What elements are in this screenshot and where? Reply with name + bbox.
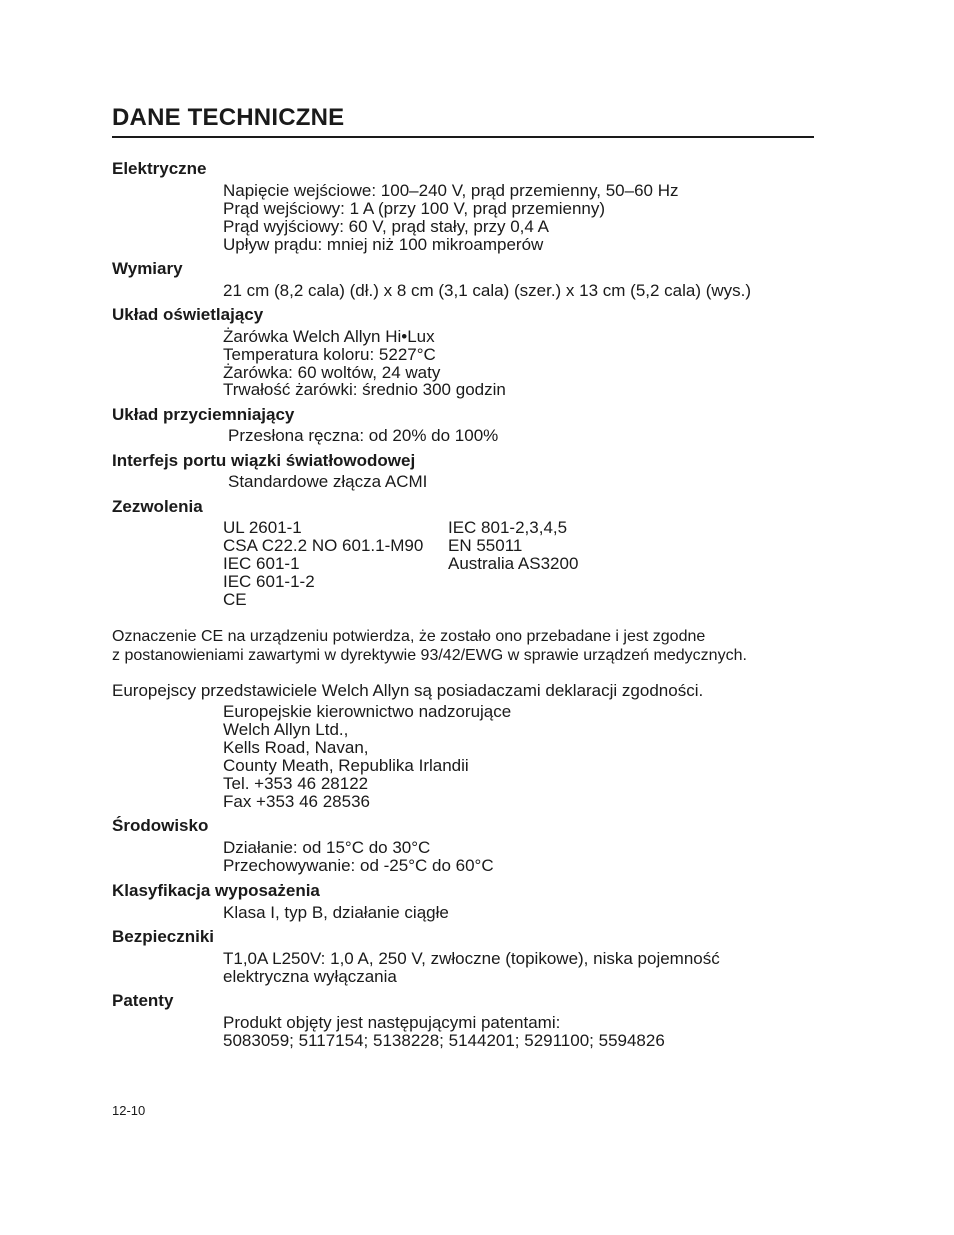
spec-line: Prąd wejściowy: 1 A (przy 100 V, prąd przemienny) bbox=[223, 199, 606, 218]
section-heading-klasyfikacja: Klasyfikacja wyposażenia bbox=[112, 881, 320, 900]
approval-item: IEC 801-2,3,4,5 bbox=[448, 518, 568, 537]
spec-line: 5083059; 5117154; 5138228; 5144201; 5291100; 5594826 bbox=[223, 1031, 665, 1050]
approval-item: EN 55011 bbox=[448, 536, 523, 555]
address-line: Tel. +353 46 28122 bbox=[223, 774, 369, 793]
spec-line: elektryczna wyłączania bbox=[223, 967, 397, 986]
section-heading-zezwolenia: Zezwolenia bbox=[112, 497, 203, 516]
section-heading-przyciemniajacy: Układ przyciemniający bbox=[112, 405, 295, 424]
spec-line: Żarówka: 60 woltów, 24 waty bbox=[223, 363, 441, 382]
address-line: Kells Road, Navan, bbox=[223, 738, 369, 757]
spec-line: Przesłona ręczna: od 20% do 100% bbox=[228, 426, 499, 445]
section-heading-oswietlajacy: Układ oświetlający bbox=[112, 305, 264, 324]
page-number: 12-10 bbox=[112, 1103, 146, 1118]
spec-line: Upływ prądu: mniej niż 100 mikroamperów bbox=[223, 235, 544, 254]
address-line: Welch Allyn Ltd., bbox=[223, 720, 349, 739]
title-rule bbox=[112, 136, 814, 138]
spec-line: T1,0A L250V: 1,0 A, 250 V, zwłoczne (topikowe), niska pojemność bbox=[223, 949, 720, 968]
approval-item: CSA C22.2 NO 601.1-M90 bbox=[223, 536, 424, 555]
spec-line: Temperatura koloru: 5227°C bbox=[223, 345, 436, 364]
address-line: Europejskie kierownictwo nadzorujące bbox=[223, 702, 512, 721]
spec-line: Żarówka Welch Allyn Hi•Lux bbox=[223, 327, 435, 346]
europe-intro: Europejscy przedstawiciele Welch Allyn są posiadaczami deklaracji zgodności. bbox=[112, 681, 704, 700]
spec-line: Standardowe złącza ACMI bbox=[228, 472, 428, 491]
spec-line: 21 cm (8,2 cala) (dł.) x 8 cm (3,1 cala) (szer.) x 13 cm (5,2 cala) (wys.) bbox=[223, 281, 752, 300]
spec-line: Przechowywanie: od -25°C do 60°C bbox=[223, 856, 494, 875]
section-heading-interfejs: Interfejs portu wiązki światłowodowej bbox=[112, 451, 416, 470]
spec-line: Działanie: od 15°C do 30°C bbox=[223, 838, 431, 857]
section-heading-bezpieczniki: Bezpieczniki bbox=[112, 927, 215, 946]
spec-line: Klasa I, typ B, działanie ciągłe bbox=[223, 903, 449, 922]
address-line: County Meath, Republika Irlandii bbox=[223, 756, 469, 775]
spec-line: Prąd wyjściowy: 60 V, prąd stały, przy 0,4 A bbox=[223, 217, 549, 236]
approval-item: Australia AS3200 bbox=[448, 554, 579, 573]
spec-line: Trwałość żarówki: średnio 300 godzin bbox=[223, 380, 506, 399]
approval-item: IEC 601-1 bbox=[223, 554, 300, 573]
spec-line: Napięcie wejściowe: 100–240 V, prąd przemienny, 50–60 Hz bbox=[223, 181, 679, 200]
page-title: DANE TECHNICZNE bbox=[112, 104, 345, 131]
approval-item: IEC 601-1-2 bbox=[223, 572, 315, 591]
section-heading-srodowisko: Środowisko bbox=[112, 816, 209, 835]
ce-note-line: z postanowieniami zawartymi w dyrektywie 93/42/EWG w sprawie urządzeń medycznych. bbox=[112, 647, 747, 664]
approval-item: CE bbox=[223, 590, 247, 609]
ce-note-line: Oznaczenie CE na urządzeniu potwierdza, że zostało ono przebadane i jest zgodne bbox=[112, 628, 706, 645]
section-heading-patenty: Patenty bbox=[112, 991, 174, 1010]
approval-item: UL 2601-1 bbox=[223, 518, 302, 537]
spec-line: Produkt objęty jest następującymi patentami: bbox=[223, 1013, 561, 1032]
section-heading-wymiary: Wymiary bbox=[112, 259, 183, 278]
address-line: Fax +353 46 28536 bbox=[223, 792, 370, 811]
section-heading-elektryczne: Elektryczne bbox=[112, 159, 207, 178]
